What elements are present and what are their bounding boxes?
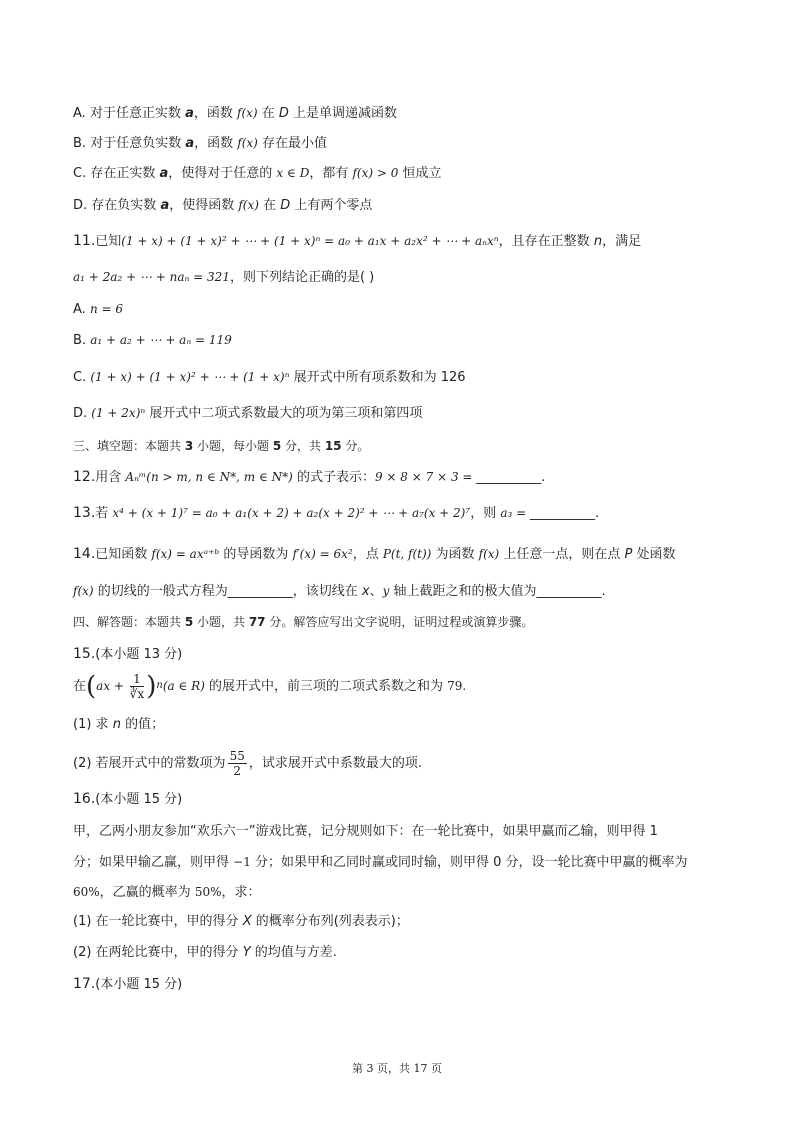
- option-label: B.: [73, 333, 87, 348]
- var-x: x: [361, 584, 370, 599]
- answer-blank[interactable]: __________: [227, 584, 293, 599]
- math-expr: f(x): [238, 198, 259, 212]
- math-expr: x⁴ + (x + 1)⁷ = a₀ + a₁(x + 2) + a₂(x + 2)² + ⋯ + a₇(x + 2)⁷: [112, 506, 471, 520]
- heading-text: 小题，每小题: [193, 439, 273, 453]
- math-expr: (1 + 2x)ⁿ: [91, 406, 146, 420]
- question-text: 上任意一点，则在点: [499, 547, 625, 562]
- page-footer: 第 3 页，共 17 页: [352, 1062, 442, 1075]
- part-text: 的概率分布列(列表表示)；: [251, 914, 409, 929]
- question-text: 为函数: [431, 547, 479, 562]
- option-label: C.: [73, 166, 87, 181]
- option-text: 对于任意负实数: [90, 136, 186, 151]
- question-text: 的切线的一般式方程为: [93, 584, 228, 599]
- math-expr: (1 + x) + (1 + x)² + ⋯ + (1 + x)ⁿ = a₀ + a₁x + a₂x² + ⋯ + aₙxⁿ: [121, 234, 499, 248]
- question-text: 在: [73, 679, 87, 694]
- question-text: 若: [95, 506, 113, 521]
- var-a: a: [185, 136, 195, 151]
- q17-title: [73, 975, 182, 994]
- question-title: (本小题 15 分): [95, 792, 183, 807]
- exponent: n: [156, 680, 163, 691]
- var-a: a: [159, 166, 169, 181]
- math-value: −1: [233, 855, 251, 869]
- var-n: n: [112, 717, 121, 732]
- question-number: 11.: [73, 233, 96, 249]
- answer-blank[interactable]: __________.: [536, 584, 606, 599]
- q15-stem: [73, 668, 466, 705]
- q10-option-c: [73, 164, 442, 183]
- math-expr: (1 + x) + (1 + x)² + ⋯ + (1 + x)ⁿ: [90, 370, 290, 384]
- answer-blank[interactable]: __________.: [529, 506, 600, 521]
- option-text: 上有两个零点: [290, 198, 373, 213]
- question-text: 已知: [95, 234, 122, 249]
- option-label: C.: [73, 370, 87, 385]
- math-value: 60%: [73, 885, 100, 899]
- option-text: ，函数: [193, 106, 237, 121]
- q11-option-a: [73, 300, 123, 319]
- q15-part1: [73, 716, 164, 734]
- question-text: 轴上截距之和的极大值为: [389, 584, 537, 599]
- var-y: y: [382, 584, 390, 598]
- option-label: A.: [73, 302, 86, 317]
- math-expr: f(x): [237, 106, 258, 120]
- question-text: ，满足: [602, 234, 642, 249]
- q16-part1: [73, 913, 409, 931]
- option-text: 在: [257, 106, 279, 121]
- question-text: 的式子表示：: [292, 470, 375, 485]
- option-text: ，函数: [194, 136, 238, 151]
- q13: [73, 504, 599, 523]
- heading-text: 四、解答题：本题共: [73, 615, 185, 629]
- question-text: 甲，乙两小朋友参加“欢乐六一”游戏比赛，记分规则如下：在一轮比赛中，如果甲赢而乙输，则甲得 1: [73, 824, 658, 839]
- q16-part2: [73, 944, 337, 962]
- q14-line1: [73, 545, 675, 564]
- q15-title: [73, 645, 182, 664]
- heading-number: 15: [324, 439, 342, 453]
- question-text: 处函数: [632, 547, 676, 562]
- q11-option-d: [73, 404, 422, 423]
- question-text: ，乙赢的概率为: [99, 885, 195, 900]
- q16-line2: [73, 853, 688, 872]
- option-text: ，都有: [309, 166, 353, 181]
- q11-option-c: [73, 368, 466, 387]
- question-text: 分；如果甲输乙赢，则甲得: [73, 855, 234, 870]
- question-number: 15.: [73, 646, 96, 662]
- q14-line2: [73, 582, 606, 601]
- math-expr: f(x): [478, 547, 500, 561]
- part-text: (2) 若展开式中的常数项为: [73, 756, 226, 771]
- section-4-heading: [73, 613, 533, 631]
- question-text: 分；如果甲和乙同时赢或同时输，则甲得 0 分，设一轮比赛中甲赢的概率为: [250, 855, 688, 870]
- q16-line3: [73, 883, 261, 902]
- option-text: 存在负实数: [91, 198, 161, 213]
- math-expr: n = 6: [89, 302, 123, 316]
- math-expr: (a ∈ R): [162, 679, 205, 693]
- math-expr: f(x): [237, 136, 258, 150]
- heading-number: 3: [184, 439, 194, 453]
- question-number: 14.: [73, 546, 96, 562]
- q11-stem-line2: [73, 268, 374, 287]
- math-expr: ax +: [96, 679, 128, 693]
- part-text: (2) 在两轮比赛中，甲的得分: [73, 945, 243, 960]
- option-label: D.: [73, 406, 88, 421]
- math-expr: 9 × 8 × 7 × 3 =: [374, 470, 477, 484]
- q12: [73, 468, 545, 487]
- question-text: 的展开式中，前三项的二项式系数之和为: [204, 679, 448, 694]
- question-title: (本小题 13 分): [95, 647, 183, 662]
- fraction-numerator: 55: [229, 749, 245, 763]
- q10-option-b: [73, 134, 327, 153]
- part-text: ，试求展开式中系数最大的项.: [248, 756, 422, 771]
- math-expr: f′(x) = 6x²: [292, 547, 353, 561]
- fraction-denominator: 2: [233, 764, 242, 778]
- part-text: (1) 在一轮比赛中，甲的得分: [73, 914, 243, 929]
- question-text: 已知函数: [95, 547, 152, 562]
- option-text: 恒成立: [398, 166, 442, 181]
- question-text: 、: [369, 584, 383, 599]
- var-x: X: [242, 914, 252, 929]
- question-title: (本小题 15 分): [95, 977, 183, 992]
- paren-open: (: [86, 671, 97, 702]
- section-3-heading: [73, 437, 369, 455]
- option-label: B.: [73, 136, 87, 151]
- math-value: 50%: [194, 885, 222, 899]
- question-number: 13.: [73, 505, 96, 521]
- question-text: 用含: [95, 470, 126, 485]
- option-text: 存在正实数: [90, 166, 160, 181]
- q15-part2: [73, 746, 422, 782]
- q10-option-a: [73, 104, 397, 123]
- var-a: a: [160, 198, 170, 213]
- math-expr: P(t, f(t)): [382, 547, 432, 561]
- fraction-denominator: ∛x: [129, 687, 145, 701]
- var-d: D: [278, 106, 289, 121]
- heading-text: 三、填空题：本题共: [73, 439, 185, 453]
- math-expr: x ∈ D: [276, 166, 310, 180]
- option-text: 对于任意正实数: [89, 106, 186, 121]
- option-text: ，使得函数: [169, 198, 239, 213]
- math-expr: Aₙᵐ(n > m, n ∈ N*, m ∈ N*): [125, 470, 293, 484]
- question-text: ，点: [352, 547, 383, 562]
- part-text: 的值；: [120, 717, 165, 732]
- q10-option-d: [73, 196, 372, 215]
- var-y: Y: [242, 945, 251, 960]
- option-text: 存在最小值: [257, 136, 327, 151]
- option-label: A.: [73, 106, 86, 121]
- math-expr: f(x) = axᵃ⁺ᵇ: [151, 547, 220, 561]
- option-text: 展开式中所有项系数和为 126: [289, 370, 466, 385]
- math-expr: a₁ + 2a₂ + ⋯ + naₙ = 321: [73, 270, 230, 284]
- part-text: 的均值与方差.: [250, 945, 337, 960]
- question-text: ，则: [470, 506, 501, 521]
- question-text: ，求：: [221, 885, 261, 900]
- fraction-numerator: 1: [130, 672, 144, 687]
- heading-number: 5: [272, 439, 282, 453]
- math-expr: a₃ =: [500, 506, 530, 520]
- answer-blank[interactable]: __________.: [476, 470, 546, 485]
- part-text: (1) 求: [73, 717, 113, 732]
- var-d: D: [280, 198, 291, 213]
- question-number: 12.: [73, 469, 96, 485]
- var-p: P: [624, 547, 633, 562]
- heading-text: 分。解答应写出文字说明，证明过程或演算步骤。: [265, 615, 534, 629]
- option-text: ，使得对于任意的: [168, 166, 277, 181]
- var-a: a: [185, 106, 194, 121]
- question-number: 17.: [73, 976, 96, 992]
- q16-line1: [73, 823, 658, 841]
- question-text: 的导函数为: [219, 547, 293, 562]
- math-expr: a₁ + a₂ + ⋯ + aₙ = 119: [90, 333, 232, 347]
- heading-number: 5: [184, 615, 194, 629]
- heading-text: 分。: [341, 439, 370, 453]
- question-text: ，且存在正整数: [498, 234, 594, 249]
- question-number: 16.: [73, 791, 96, 807]
- heading-text: 小题，共: [193, 615, 249, 629]
- var-n: n: [593, 234, 603, 249]
- fraction: [130, 672, 144, 701]
- paren-close: ): [146, 671, 157, 702]
- question-text: ，该切线在: [292, 584, 362, 599]
- option-text: 上是单调递减函数: [288, 106, 397, 121]
- option-text: 展开式中二项式系数最大的项为第三项和第四项: [145, 406, 423, 421]
- heading-number: 77: [248, 615, 266, 629]
- math-expr: f(x): [73, 584, 94, 598]
- math-expr: f(x) > 0: [352, 166, 399, 180]
- heading-text: 分，共: [281, 439, 325, 453]
- q11-stem-line1: [73, 232, 641, 251]
- q11-option-b: [73, 331, 232, 350]
- option-label: D.: [73, 198, 88, 213]
- option-text: 在: [258, 198, 281, 213]
- fraction: [228, 749, 247, 778]
- question-text: ，则下列结论正确的是( ): [229, 270, 375, 285]
- math-value: 79.: [447, 679, 467, 693]
- q16-title: [73, 790, 182, 809]
